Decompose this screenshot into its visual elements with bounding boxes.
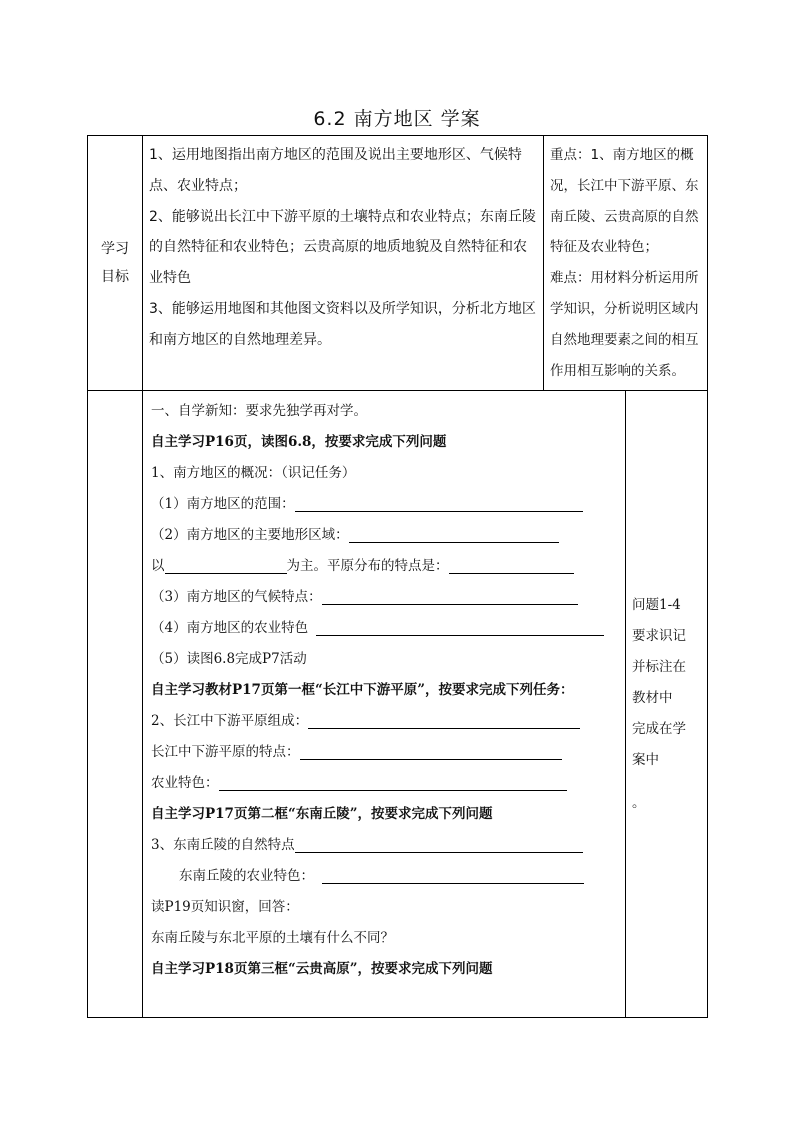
question-line [151,830,619,861]
answer-blank[interactable] [449,553,574,574]
key-points: 重点：1、南方地区的概况，长江中下游平原、东南丘陵、云贵高原的自然特征及农业特色； [550,147,699,256]
answer-blank[interactable] [219,770,567,791]
question-line [151,706,619,737]
instruction-line: 自主学习P18页第三框“云贵高原”，按要求完成下列问题 [151,961,493,978]
empty-label-cell [88,391,143,1018]
question-line [151,520,619,551]
answer-blank[interactable] [349,522,559,543]
section-heading: 一、自学新知：要求先独学再对学。 [151,403,367,420]
self-study-cell [143,391,626,1018]
question-label: 农业特色： [151,775,219,792]
question-label: 东南丘陵的农业特色： [179,868,314,885]
question-label: （2）南方地区的主要地形区域： [151,527,349,544]
question-line [151,489,619,520]
answer-blank[interactable] [308,708,580,729]
answer-blank[interactable] [295,832,583,853]
instruction-line: 自主学习P16页，读图6.8，按要求完成下列问题 [151,434,447,451]
goals-label-cell [88,136,143,391]
question-label: （3）南方地区的气候特点： [151,589,322,606]
task-heading: 1、南方地区的概况：（识记任务） [151,465,356,482]
goal-item: 3、能够运用地图和其他图文资料以及所学知识，分析北方地区和南方地区的自然地理差异。 [149,300,536,348]
answer-blank[interactable] [295,491,583,512]
goal-item: 2、能够说出长江中下游平原的土壤特点和农业特点；东南丘陵的自然特征和农业特色；云贵高原的地质地貌及自然特征和农业特色 [149,208,536,287]
answer-blank[interactable] [300,739,562,760]
question-label: （1）南方地区的范围： [151,496,295,513]
answer-blank[interactable] [322,584,578,605]
question-label: 为主。平原分布的特点是： [286,558,449,575]
question-line [151,737,619,768]
difficult-points: 难点：用材料分析运用所学知识，分析说明区域内自然地理要素之间的相互作用相互影响的关系。 [550,270,699,379]
note-line: 。 [632,794,646,811]
activity-line: （5）读图6.8完成P7活动 [151,651,307,668]
answer-blank[interactable] [322,863,584,884]
question-line [151,582,619,613]
question-label: 2、长江中下游平原组成： [151,713,309,730]
question-label: （4）南方地区的农业特色 [151,620,309,637]
note-cell [626,391,708,1018]
note-line: 并标注在 [632,658,686,675]
answer-blank[interactable] [165,553,287,574]
page-title: 6.2 南方地区 学案 [313,108,481,130]
goals-label: 学习目标 [101,241,129,286]
instruction-line: 自主学习P17页第二框“东南丘陵”，按要求完成下列问题 [151,806,493,823]
instruction-line: 自主学习教材P17页第一框“长江中下游平原”，按要求完成下列任务： [151,682,574,699]
question-line [151,613,619,644]
goals-cell [143,136,544,391]
question-line: 东南丘陵与东北平原的土壤有什么不同？ [151,930,394,947]
answer-blank[interactable] [316,615,604,636]
study-plan-table [87,135,708,1018]
question-line [151,861,619,892]
note-line: 案中 [632,751,659,768]
reading-line: 读P19页知识窗，回答： [151,899,299,916]
goal-item: 1、运用地图指出南方地区的范围及说出主要地形区、气候特点、农业特点； [149,147,522,194]
note-line: 教材中 [632,689,673,706]
question-label: 以 [151,558,165,575]
note-line: 要求识记 [632,627,686,644]
question-line [151,768,619,799]
note-line: 问题1-4 [632,596,681,613]
question-label: 3、东南丘陵的自然特点 [151,837,295,854]
question-label: 长江中下游平原的特点： [151,744,300,761]
note-line: 完成在学 [632,720,686,737]
question-line [151,551,619,582]
key-points-cell [544,136,708,391]
